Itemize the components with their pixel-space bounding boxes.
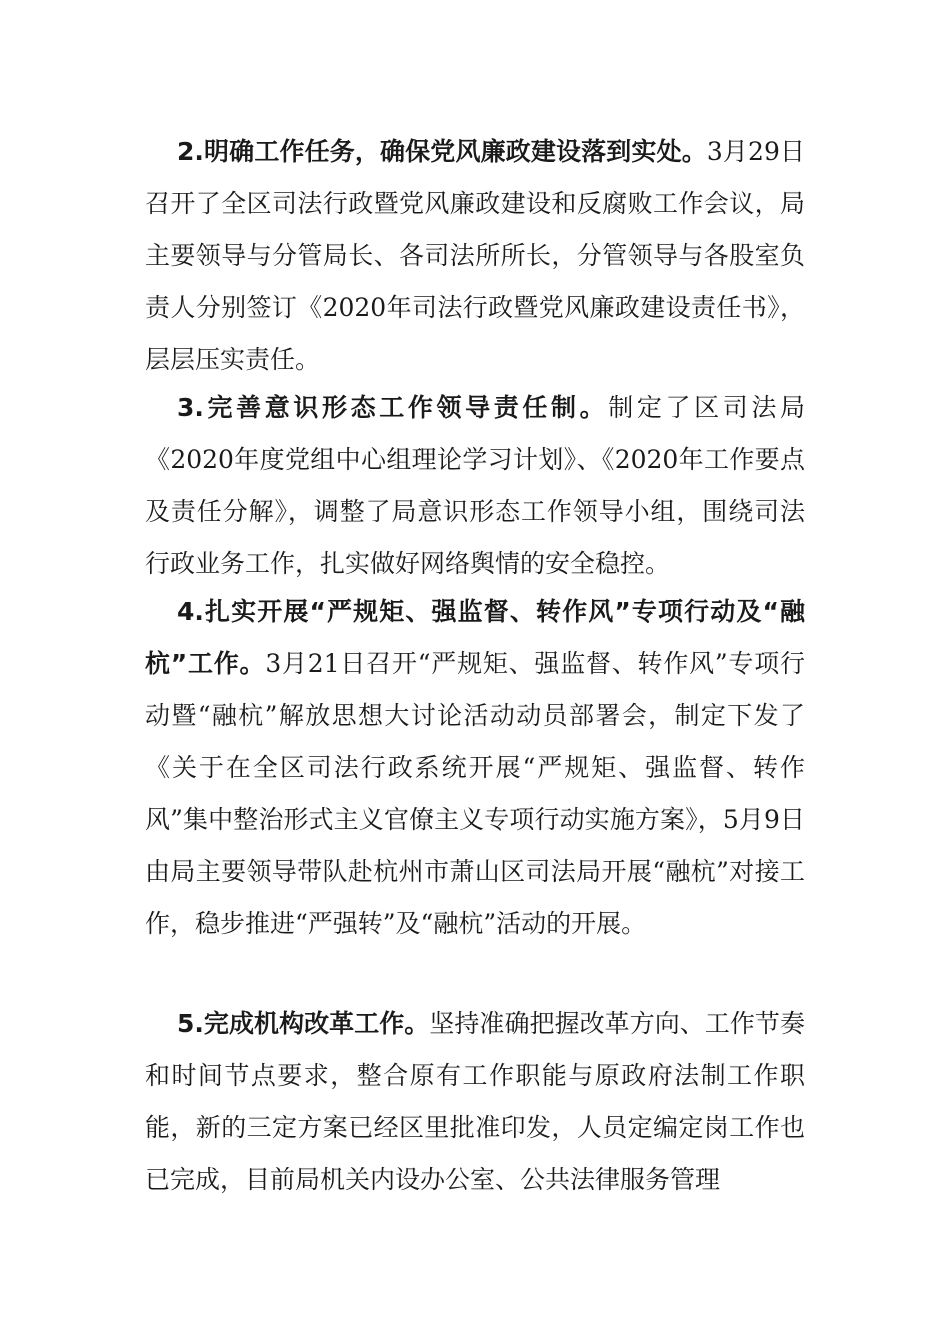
- paragraph-3-heading: 3.完善意识形态工作领导责任制。: [177, 393, 609, 422]
- paragraph-5-body: 坚持准确把握改革方向、工作节奏和时间节点要求，整合原有工作职能与原政府法制工作职能，新的三定方案已经区里批准印发，人员定编定岗工作也已完成，目前局机关内设办公室、公共法律服务管理: [145, 1009, 805, 1194]
- paragraph-2-body: 3月29日召开了全区司法行政暨党风廉政建设和反腐败工作会议，局主要领导与分管局长、各司法所所长，分管领导与各股室负责人分别签订《2020年司法行政暨党风廉政建设责任书》，层层压实责任。: [145, 137, 805, 374]
- paragraph-5: [145, 998, 805, 1206]
- paragraph-4-body: 3月21日召开“严规矩、强监督、转作风”专项行动暨“融杭”解放思想大讨论活动动员部署会，制定下发了《关于在全区司法行政系统开展“严规矩、强监督、转作风”集中整治形式主义官僚主义专项行动实施方案》，5月9日由局主要领导带队赴杭州市萧山区司法局开展“融杭”对接工作，稳步推进“严强转”及“融杭”活动的开展。: [145, 649, 806, 938]
- paragraph-4-heading: 4.扎实开展“严规矩、强监督、转作风”专项行动及“融杭”工作。: [145, 597, 805, 678]
- paragraph-3-body: 制定了区司法局《2020年度党组中心组理论学习计划》、《2020年工作要点及责任分解》，调整了局意识形态工作领导小组，围绕司法行政业务工作，扎实做好网络舆情的安全稳控。: [145, 393, 805, 578]
- paragraph-5-heading: 5.完成机构改革工作。: [177, 1009, 430, 1038]
- paragraph-2: [145, 126, 805, 386]
- paragraph-3: [145, 382, 805, 590]
- paragraph-2-heading: 2.明确工作任务，确保党风廉政建设落到实处。: [177, 137, 707, 166]
- paragraph-4: [145, 586, 805, 950]
